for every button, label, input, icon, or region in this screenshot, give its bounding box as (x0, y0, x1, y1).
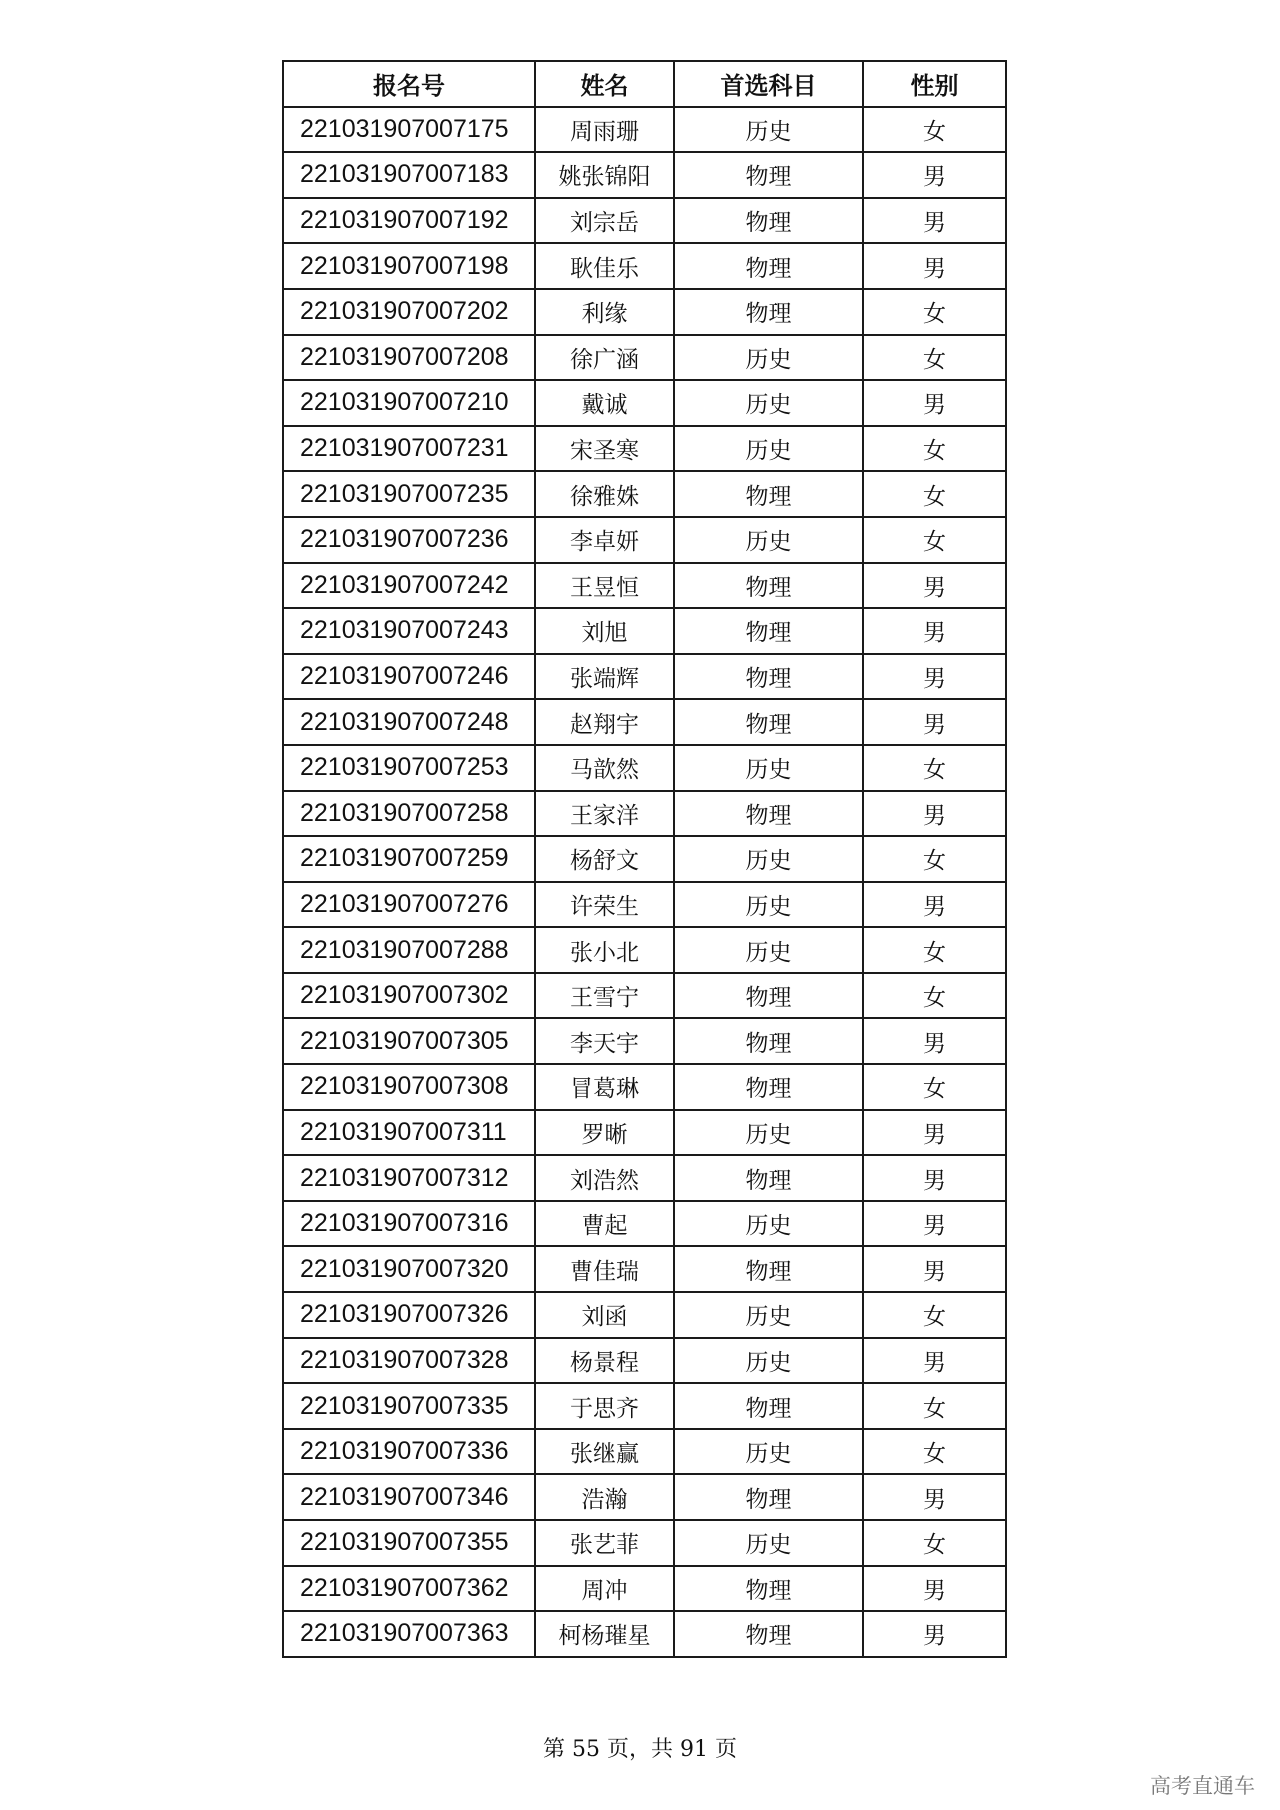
table-header-row (283, 61, 1006, 107)
gender-cell: 男 (863, 1566, 1006, 1612)
header-gender: 性别 (863, 61, 1006, 107)
subject-cell: 物理 (674, 608, 863, 654)
subject-cell: 历史 (674, 927, 863, 973)
table-row (283, 973, 1006, 1019)
subject-cell: 物理 (674, 973, 863, 1019)
registration-number-cell: 221031907007335 (283, 1383, 535, 1429)
table-row (283, 1474, 1006, 1520)
subject-cell: 物理 (674, 1383, 863, 1429)
header-name: 姓名 (535, 61, 674, 107)
subject-cell: 物理 (674, 1018, 863, 1064)
table-row (283, 289, 1006, 335)
table-row (283, 107, 1006, 153)
student-table (282, 60, 1007, 1658)
registration-number-cell: 221031907007248 (283, 699, 535, 745)
name-cell: 李卓妍 (535, 517, 674, 563)
subject-cell: 物理 (674, 1155, 863, 1201)
name-cell: 张艺菲 (535, 1520, 674, 1566)
table-row (283, 654, 1006, 700)
registration-number-cell: 221031907007336 (283, 1429, 535, 1475)
name-cell: 赵翔宇 (535, 699, 674, 745)
gender-cell: 男 (863, 1474, 1006, 1520)
table-row (283, 745, 1006, 791)
subject-cell: 历史 (674, 1110, 863, 1156)
table-row (283, 152, 1006, 198)
registration-number-cell: 221031907007355 (283, 1520, 535, 1566)
gender-cell: 女 (863, 1292, 1006, 1338)
gender-cell: 女 (863, 1520, 1006, 1566)
table-row (283, 699, 1006, 745)
name-cell: 浩瀚 (535, 1474, 674, 1520)
registration-number-cell: 221031907007302 (283, 973, 535, 1019)
gender-cell: 男 (863, 1201, 1006, 1247)
gender-cell: 女 (863, 471, 1006, 517)
name-cell: 戴诚 (535, 380, 674, 426)
name-cell: 杨景程 (535, 1338, 674, 1384)
subject-cell: 历史 (674, 1201, 863, 1247)
table-row (283, 927, 1006, 973)
gender-cell: 男 (863, 152, 1006, 198)
table-row (283, 1520, 1006, 1566)
name-cell: 刘旭 (535, 608, 674, 654)
subject-cell: 历史 (674, 380, 863, 426)
subject-cell: 历史 (674, 517, 863, 563)
gender-cell: 男 (863, 380, 1006, 426)
name-cell: 姚张锦阳 (535, 152, 674, 198)
subject-cell: 历史 (674, 107, 863, 153)
table-row (283, 1018, 1006, 1064)
name-cell: 利缘 (535, 289, 674, 335)
name-cell: 张端辉 (535, 654, 674, 700)
name-cell: 徐广涵 (535, 335, 674, 381)
registration-number-cell: 221031907007208 (283, 335, 535, 381)
name-cell: 徐雅姝 (535, 471, 674, 517)
table-row (283, 1246, 1006, 1292)
registration-number-cell: 221031907007183 (283, 152, 535, 198)
registration-number-cell: 221031907007288 (283, 927, 535, 973)
subject-cell: 物理 (674, 563, 863, 609)
subject-cell: 历史 (674, 1520, 863, 1566)
registration-number-cell: 221031907007312 (283, 1155, 535, 1201)
registration-number-cell: 221031907007363 (283, 1611, 535, 1657)
table-row (283, 380, 1006, 426)
name-cell: 王雪宁 (535, 973, 674, 1019)
registration-number-cell: 221031907007202 (283, 289, 535, 335)
gender-cell: 女 (863, 973, 1006, 1019)
registration-number-cell: 221031907007311 (283, 1110, 535, 1156)
table-row (283, 1064, 1006, 1110)
registration-number-cell: 221031907007242 (283, 563, 535, 609)
subject-cell: 历史 (674, 836, 863, 882)
gender-cell: 男 (863, 198, 1006, 244)
gender-cell: 女 (863, 289, 1006, 335)
gender-cell: 女 (863, 927, 1006, 973)
registration-number-cell: 221031907007198 (283, 243, 535, 289)
table-row (283, 1201, 1006, 1247)
gender-cell: 男 (863, 1246, 1006, 1292)
name-cell: 柯杨璀星 (535, 1611, 674, 1657)
table-row (283, 471, 1006, 517)
table-row (283, 1110, 1006, 1156)
table-row (283, 608, 1006, 654)
registration-number-cell: 221031907007231 (283, 426, 535, 472)
gender-cell: 女 (863, 335, 1006, 381)
subject-cell: 历史 (674, 335, 863, 381)
gender-cell: 女 (863, 1383, 1006, 1429)
registration-number-cell: 221031907007316 (283, 1201, 535, 1247)
subject-cell: 物理 (674, 1474, 863, 1520)
registration-number-cell: 221031907007308 (283, 1064, 535, 1110)
gender-cell: 男 (863, 882, 1006, 928)
subject-cell: 物理 (674, 1064, 863, 1110)
name-cell: 王昱恒 (535, 563, 674, 609)
subject-cell: 物理 (674, 1611, 863, 1657)
registration-number-cell: 221031907007258 (283, 791, 535, 837)
gender-cell: 男 (863, 1110, 1006, 1156)
subject-cell: 物理 (674, 152, 863, 198)
table-row (283, 836, 1006, 882)
registration-number-cell: 221031907007236 (283, 517, 535, 563)
gender-cell: 女 (863, 745, 1006, 791)
name-cell: 周冲 (535, 1566, 674, 1612)
table-row (283, 426, 1006, 472)
registration-number-cell: 221031907007243 (283, 608, 535, 654)
name-cell: 王家洋 (535, 791, 674, 837)
table-row (283, 335, 1006, 381)
table-row (283, 1383, 1006, 1429)
table-row (283, 1338, 1006, 1384)
gender-cell: 男 (863, 654, 1006, 700)
registration-number-cell: 221031907007192 (283, 198, 535, 244)
gender-cell: 女 (863, 1429, 1006, 1475)
table-row (283, 1155, 1006, 1201)
gender-cell: 男 (863, 1018, 1006, 1064)
subject-cell: 物理 (674, 699, 863, 745)
name-cell: 刘浩然 (535, 1155, 674, 1201)
table-row (283, 1611, 1006, 1657)
name-cell: 马歆然 (535, 745, 674, 791)
registration-number-cell: 221031907007235 (283, 471, 535, 517)
table-row (283, 243, 1006, 289)
name-cell: 冒葛琳 (535, 1064, 674, 1110)
registration-number-cell: 221031907007362 (283, 1566, 535, 1612)
name-cell: 许荣生 (535, 882, 674, 928)
registration-number-cell: 221031907007320 (283, 1246, 535, 1292)
gender-cell: 男 (863, 243, 1006, 289)
watermark: 高考直通车 (1150, 1774, 1255, 1798)
gender-cell: 女 (863, 107, 1006, 153)
header-subject: 首选科目 (674, 61, 863, 107)
registration-number-cell: 221031907007210 (283, 380, 535, 426)
name-cell: 曹起 (535, 1201, 674, 1247)
subject-cell: 物理 (674, 289, 863, 335)
registration-number-cell: 221031907007276 (283, 882, 535, 928)
subject-cell: 物理 (674, 1566, 863, 1612)
subject-cell: 物理 (674, 243, 863, 289)
gender-cell: 男 (863, 791, 1006, 837)
gender-cell: 女 (863, 1064, 1006, 1110)
table-row (283, 1292, 1006, 1338)
name-cell: 耿佳乐 (535, 243, 674, 289)
name-cell: 于思齐 (535, 1383, 674, 1429)
registration-number-cell: 221031907007246 (283, 654, 535, 700)
gender-cell: 女 (863, 426, 1006, 472)
table-row (283, 1566, 1006, 1612)
gender-cell: 男 (863, 608, 1006, 654)
gender-cell: 男 (863, 1338, 1006, 1384)
subject-cell: 历史 (674, 745, 863, 791)
registration-number-cell: 221031907007328 (283, 1338, 535, 1384)
registration-number-cell: 221031907007259 (283, 836, 535, 882)
subject-cell: 物理 (674, 198, 863, 244)
name-cell: 张继赢 (535, 1429, 674, 1475)
gender-cell: 男 (863, 1155, 1006, 1201)
table-row (283, 882, 1006, 928)
registration-number-cell: 221031907007253 (283, 745, 535, 791)
subject-cell: 历史 (674, 882, 863, 928)
name-cell: 周雨珊 (535, 107, 674, 153)
registration-number-cell: 221031907007175 (283, 107, 535, 153)
table-row (283, 1429, 1006, 1475)
gender-cell: 女 (863, 836, 1006, 882)
table-row (283, 791, 1006, 837)
name-cell: 罗晰 (535, 1110, 674, 1156)
name-cell: 曹佳瑞 (535, 1246, 674, 1292)
name-cell: 李天宇 (535, 1018, 674, 1064)
subject-cell: 物理 (674, 654, 863, 700)
gender-cell: 男 (863, 563, 1006, 609)
subject-cell: 历史 (674, 1292, 863, 1338)
gender-cell: 女 (863, 517, 1006, 563)
table-row (283, 198, 1006, 244)
name-cell: 张小北 (535, 927, 674, 973)
table-row (283, 517, 1006, 563)
registration-number-cell: 221031907007346 (283, 1474, 535, 1520)
subject-cell: 历史 (674, 1338, 863, 1384)
registration-number-cell: 221031907007305 (283, 1018, 535, 1064)
name-cell: 宋圣寒 (535, 426, 674, 472)
table-row (283, 563, 1006, 609)
name-cell: 刘宗岳 (535, 198, 674, 244)
subject-cell: 历史 (674, 1429, 863, 1475)
subject-cell: 历史 (674, 426, 863, 472)
header-registration-number: 报名号 (283, 61, 535, 107)
subject-cell: 物理 (674, 471, 863, 517)
subject-cell: 物理 (674, 791, 863, 837)
name-cell: 刘函 (535, 1292, 674, 1338)
gender-cell: 男 (863, 1611, 1006, 1657)
registration-number-cell: 221031907007326 (283, 1292, 535, 1338)
name-cell: 杨舒文 (535, 836, 674, 882)
page-number: 第 55 页，共 91 页 (543, 1737, 737, 1762)
subject-cell: 物理 (674, 1246, 863, 1292)
gender-cell: 男 (863, 699, 1006, 745)
